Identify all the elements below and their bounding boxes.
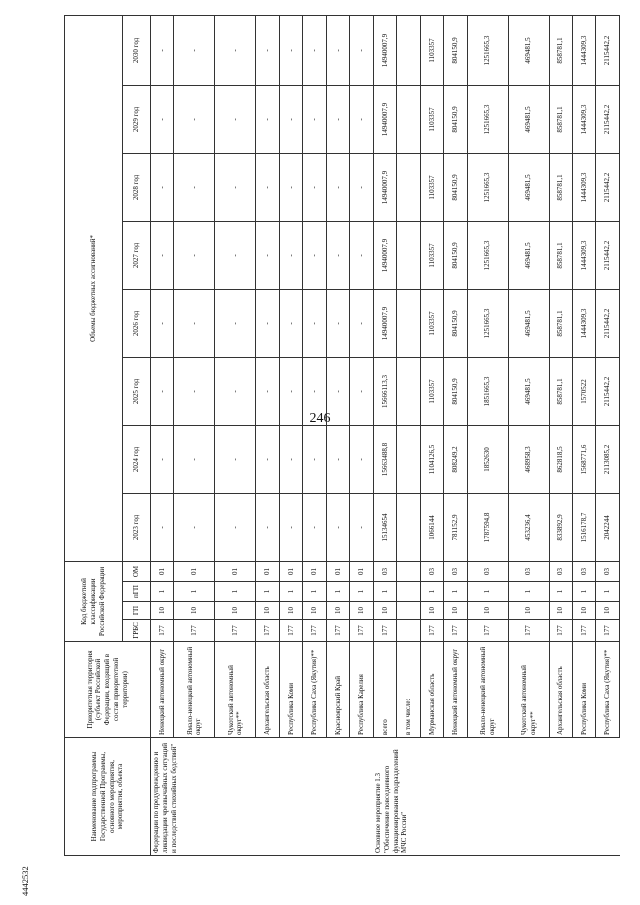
value-cell: 1444309,3 — [572, 289, 595, 357]
value-cell: 804150,9 — [444, 153, 467, 221]
code-cell: 177 — [279, 620, 302, 642]
code-cell: 177 — [174, 620, 215, 642]
value-cell — [397, 493, 420, 561]
code-cell: 03 — [596, 561, 620, 581]
page-number: 246 — [309, 411, 331, 426]
value-cell — [397, 153, 420, 221]
value-cell: 14940007,9 — [373, 15, 396, 85]
value-cell: 1568771,6 — [572, 425, 595, 493]
value-cell — [397, 425, 420, 493]
territory-cell: Ямало-ненецкий автономный округ — [174, 642, 215, 738]
value-cell: 1104126,5 — [420, 425, 443, 493]
value-cell: 469481,5 — [508, 153, 549, 221]
value-cell: - — [215, 289, 256, 357]
value-cell: 804150,9 — [444, 289, 467, 357]
value-cell: - — [151, 493, 174, 561]
value-cell: 14940007,9 — [373, 289, 396, 357]
code-cell: 1 — [420, 582, 443, 602]
table-body — [151, 15, 620, 855]
budget-table — [64, 15, 620, 856]
code-cell: 03 — [508, 561, 549, 581]
value-cell: - — [256, 493, 279, 561]
value-cell: 808249,2 — [444, 425, 467, 493]
value-cell: 469481,5 — [508, 357, 549, 425]
value-cell: - — [279, 425, 302, 493]
value-cell: 862818,5 — [549, 425, 572, 493]
value-cell: - — [174, 289, 215, 357]
table-row — [420, 15, 443, 855]
table-row — [373, 15, 396, 855]
value-cell: - — [151, 357, 174, 425]
code-cell: 177 — [549, 620, 572, 642]
value-cell: 858781,1 — [549, 289, 572, 357]
value-cell: - — [350, 493, 373, 561]
table-row — [397, 15, 420, 855]
value-cell: - — [279, 221, 302, 289]
territory-cell: Ямало-ненецкий автономный округ — [467, 642, 508, 738]
value-cell: 1444309,3 — [572, 15, 595, 85]
value-cell: - — [151, 425, 174, 493]
value-cell — [397, 289, 420, 357]
value-cell: - — [326, 493, 349, 561]
header-program: Наименование подпрограммы Государственной Программы, основного мероприятия, мероприятия, объекта — [65, 738, 151, 856]
value-cell: 858781,1 — [549, 153, 572, 221]
value-cell: 1444309,3 — [572, 221, 595, 289]
code-cell: 1 — [596, 582, 620, 602]
value-cell: 781152,9 — [444, 493, 467, 561]
value-cell: 468958,3 — [508, 425, 549, 493]
code-cell: 01 — [279, 561, 302, 581]
code-cell: 177 — [326, 620, 349, 642]
value-cell: 1251665,3 — [467, 221, 508, 289]
code-cell: 03 — [549, 561, 572, 581]
value-cell: 804150,9 — [444, 357, 467, 425]
table-row — [444, 15, 467, 855]
code-cell: 01 — [256, 561, 279, 581]
code-cell: 10 — [572, 602, 595, 620]
value-cell: - — [215, 15, 256, 85]
header-code-grbs: ГРБС — [123, 620, 151, 642]
table-row — [279, 15, 302, 855]
value-cell: 15666113,3 — [373, 357, 396, 425]
code-cell: 177 — [444, 620, 467, 642]
value-cell: - — [326, 85, 349, 153]
value-cell: - — [174, 493, 215, 561]
code-cell: 10 — [215, 602, 256, 620]
value-cell: - — [215, 493, 256, 561]
value-cell: - — [350, 357, 373, 425]
value-cell: 1066144 — [420, 493, 443, 561]
code-cell: 10 — [151, 602, 174, 620]
value-cell: 14940007,9 — [373, 85, 396, 153]
territory-cell: Республика Коми — [279, 642, 302, 738]
value-cell: 469481,5 — [508, 221, 549, 289]
code-cell: 1 — [549, 582, 572, 602]
table-row — [326, 15, 349, 855]
value-cell: - — [174, 153, 215, 221]
header-year: 2028 год — [123, 153, 151, 221]
territory-cell: в том числе: — [397, 642, 420, 738]
value-cell: 1787594,8 — [467, 493, 508, 561]
value-cell: - — [256, 221, 279, 289]
value-cell: - — [350, 15, 373, 85]
value-cell: - — [151, 221, 174, 289]
code-cell: 1 — [350, 582, 373, 602]
code-cell — [397, 602, 420, 620]
value-cell: - — [174, 221, 215, 289]
value-cell: 1444309,3 — [572, 85, 595, 153]
value-cell: 1103357 — [420, 15, 443, 85]
territory-cell: Республика Саха (Якутия)** — [303, 642, 326, 738]
value-cell: 1103357 — [420, 221, 443, 289]
code-cell: 10 — [174, 602, 215, 620]
territory-cell: Красноярский Край — [326, 642, 349, 738]
code-cell: 1 — [444, 582, 467, 602]
value-cell: - — [303, 85, 326, 153]
header-code-gp: ГП — [123, 602, 151, 620]
code-cell: 1 — [373, 582, 396, 602]
code-cell: 10 — [444, 602, 467, 620]
value-cell: - — [326, 15, 349, 85]
header-year: 2025 год — [123, 357, 151, 425]
code-cell: 177 — [373, 620, 396, 642]
value-cell: - — [256, 357, 279, 425]
code-cell: 03 — [467, 561, 508, 581]
code-cell: 10 — [326, 602, 349, 620]
header-year: 2023 год — [123, 493, 151, 561]
territory-cell: Ненецкий автономный округ — [151, 642, 174, 738]
value-cell: - — [256, 289, 279, 357]
territory-cell: всего — [373, 642, 396, 738]
program-name-cell: Федерации по предупреждению и ликвидации чрезвычайных ситуаций и последствий стихийных бедствий" — [151, 738, 374, 856]
value-cell: - — [279, 153, 302, 221]
value-cell: 2115442,2 — [596, 357, 620, 425]
value-cell: - — [279, 15, 302, 85]
table-row — [508, 15, 549, 855]
territory-cell: Архангельская область — [549, 642, 572, 738]
value-cell: 1251665,3 — [467, 15, 508, 85]
value-cell: - — [279, 493, 302, 561]
value-cell: - — [256, 153, 279, 221]
value-cell: - — [350, 85, 373, 153]
value-cell: 1570522 — [572, 357, 595, 425]
value-cell: 1103357 — [420, 357, 443, 425]
territory-cell: Республика Саха (Якутия)** — [596, 642, 620, 738]
header-year: 2024 год — [123, 425, 151, 493]
code-cell: 10 — [350, 602, 373, 620]
value-cell: 1444309,3 — [572, 153, 595, 221]
table-row — [151, 15, 174, 855]
value-cell: - — [350, 425, 373, 493]
code-cell: 01 — [350, 561, 373, 581]
program-name-cell: Основное мероприятие 1.3 "Обеспечение повседневного функционирования подразделений МЧС России" — [373, 738, 619, 856]
value-cell: - — [174, 85, 215, 153]
value-cell: - — [303, 153, 326, 221]
code-cell: 10 — [596, 602, 620, 620]
value-cell: - — [151, 289, 174, 357]
code-cell: 1 — [279, 582, 302, 602]
value-cell: - — [303, 221, 326, 289]
code-cell: 177 — [508, 620, 549, 642]
value-cell: 15134654 — [373, 493, 396, 561]
code-cell: 177 — [596, 620, 620, 642]
code-cell: 01 — [151, 561, 174, 581]
code-cell: 10 — [549, 602, 572, 620]
value-cell: 469481,5 — [508, 85, 549, 153]
territory-cell: Республика Коми — [572, 642, 595, 738]
code-cell: 10 — [303, 602, 326, 620]
value-cell: 2115442,2 — [596, 289, 620, 357]
value-cell: - — [215, 425, 256, 493]
rotated-table-container — [64, 16, 620, 856]
value-cell: 2115442,2 — [596, 153, 620, 221]
value-cell: - — [303, 289, 326, 357]
value-cell: 858781,1 — [549, 357, 572, 425]
code-cell — [397, 561, 420, 581]
value-cell: 1251665,3 — [467, 289, 508, 357]
value-cell: 469481,5 — [508, 15, 549, 85]
value-cell: - — [174, 425, 215, 493]
code-cell: 177 — [151, 620, 174, 642]
value-cell: 858781,1 — [549, 85, 572, 153]
code-cell: 1 — [572, 582, 595, 602]
code-cell: 1 — [326, 582, 349, 602]
header-volume-group: Объемы бюджетных ассигнований* — [65, 15, 123, 561]
value-cell: 469481,5 — [508, 289, 549, 357]
value-cell: - — [151, 15, 174, 85]
code-cell: 1 — [256, 582, 279, 602]
value-cell: - — [215, 357, 256, 425]
code-cell: 03 — [572, 561, 595, 581]
value-cell: - — [256, 85, 279, 153]
code-cell: 01 — [174, 561, 215, 581]
code-cell — [397, 620, 420, 642]
table-row — [350, 15, 373, 855]
value-cell: 833892,9 — [549, 493, 572, 561]
value-cell: - — [279, 85, 302, 153]
code-cell: 03 — [420, 561, 443, 581]
value-cell: - — [215, 85, 256, 153]
territory-cell: Мурманская область — [420, 642, 443, 738]
value-cell: - — [303, 357, 326, 425]
territory-cell: Республика Карелия — [350, 642, 373, 738]
code-cell: 177 — [467, 620, 508, 642]
territory-cell: Ненецкий автономный округ — [444, 642, 467, 738]
value-cell: 1103357 — [420, 153, 443, 221]
value-cell — [397, 15, 420, 85]
value-cell: 1851665,3 — [467, 357, 508, 425]
value-cell: - — [303, 493, 326, 561]
code-cell: 10 — [256, 602, 279, 620]
value-cell: 1103357 — [420, 289, 443, 357]
code-cell: 177 — [215, 620, 256, 642]
value-cell: 804150,9 — [444, 221, 467, 289]
code-cell: 01 — [326, 561, 349, 581]
table-row — [549, 15, 572, 855]
value-cell: - — [326, 221, 349, 289]
value-cell: - — [350, 289, 373, 357]
value-cell: - — [303, 15, 326, 85]
value-cell — [397, 357, 420, 425]
value-cell: 1103357 — [420, 85, 443, 153]
header-year: 2030 год — [123, 15, 151, 85]
code-cell: 03 — [444, 561, 467, 581]
value-cell: 804150,9 — [444, 15, 467, 85]
table-row — [174, 15, 215, 855]
table-row — [467, 15, 508, 855]
table-row — [215, 15, 256, 855]
table-row — [596, 15, 620, 855]
value-cell: 1516178,7 — [572, 493, 595, 561]
header-year: 2027 год — [123, 221, 151, 289]
value-cell: 858781,1 — [549, 15, 572, 85]
header-territory: Приоритетная территория (субъект Российской Федерации, входящий в состав приоритетной территории) — [65, 642, 151, 738]
value-cell: - — [326, 153, 349, 221]
value-cell: 2042244 — [596, 493, 620, 561]
header-code-group: Код бюджетной классификации Российской Федерации — [65, 561, 123, 641]
header-year: 2029 год — [123, 85, 151, 153]
document-id: 4442532 — [20, 866, 30, 896]
value-cell: - — [174, 357, 215, 425]
header-year: 2026 год — [123, 289, 151, 357]
value-cell: 453236,4 — [508, 493, 549, 561]
code-cell: 10 — [373, 602, 396, 620]
value-cell: - — [303, 425, 326, 493]
value-cell: 858781,1 — [549, 221, 572, 289]
code-cell: 01 — [303, 561, 326, 581]
table-row — [303, 15, 326, 855]
header-code-pgp: пГП — [123, 582, 151, 602]
code-cell: 177 — [420, 620, 443, 642]
value-cell: - — [350, 221, 373, 289]
value-cell: - — [326, 289, 349, 357]
code-cell: 177 — [572, 620, 595, 642]
code-cell: 1 — [303, 582, 326, 602]
code-cell: 10 — [508, 602, 549, 620]
value-cell — [397, 221, 420, 289]
value-cell: - — [350, 153, 373, 221]
header-code-om: ОМ — [123, 561, 151, 581]
value-cell: 2115442,2 — [596, 221, 620, 289]
value-cell: 2115442,2 — [596, 15, 620, 85]
value-cell: - — [326, 357, 349, 425]
code-cell: 10 — [420, 602, 443, 620]
table-row — [572, 15, 595, 855]
code-cell: 1 — [174, 582, 215, 602]
code-cell: 01 — [215, 561, 256, 581]
value-cell: 1251665,3 — [467, 85, 508, 153]
code-cell: 177 — [303, 620, 326, 642]
value-cell: - — [256, 425, 279, 493]
code-cell: 1 — [508, 582, 549, 602]
value-cell: 2113085,2 — [596, 425, 620, 493]
code-cell: 10 — [467, 602, 508, 620]
code-cell: 177 — [256, 620, 279, 642]
code-cell — [397, 582, 420, 602]
code-cell: 1 — [215, 582, 256, 602]
value-cell: - — [151, 85, 174, 153]
code-cell: 177 — [350, 620, 373, 642]
value-cell: - — [151, 153, 174, 221]
value-cell: 15663488,8 — [373, 425, 396, 493]
value-cell: - — [256, 15, 279, 85]
value-cell: - — [174, 15, 215, 85]
value-cell: 1852630 — [467, 425, 508, 493]
territory-cell: Архангельская область — [256, 642, 279, 738]
value-cell: - — [279, 357, 302, 425]
value-cell: 804150,9 — [444, 85, 467, 153]
code-cell: 03 — [373, 561, 396, 581]
value-cell: - — [279, 289, 302, 357]
table-row — [256, 15, 279, 855]
territory-cell: Чукотский автономный округ** — [215, 642, 256, 738]
value-cell: - — [215, 221, 256, 289]
code-cell: 1 — [467, 582, 508, 602]
code-cell: 10 — [279, 602, 302, 620]
value-cell: 14940007,9 — [373, 221, 396, 289]
code-cell: 1 — [151, 582, 174, 602]
value-cell: - — [215, 153, 256, 221]
value-cell: 2115442,2 — [596, 85, 620, 153]
territory-cell: Чукотский автономный округ** — [508, 642, 549, 738]
value-cell: 1251665,3 — [467, 153, 508, 221]
value-cell — [397, 85, 420, 153]
value-cell: - — [326, 425, 349, 493]
value-cell: 14940007,9 — [373, 153, 396, 221]
